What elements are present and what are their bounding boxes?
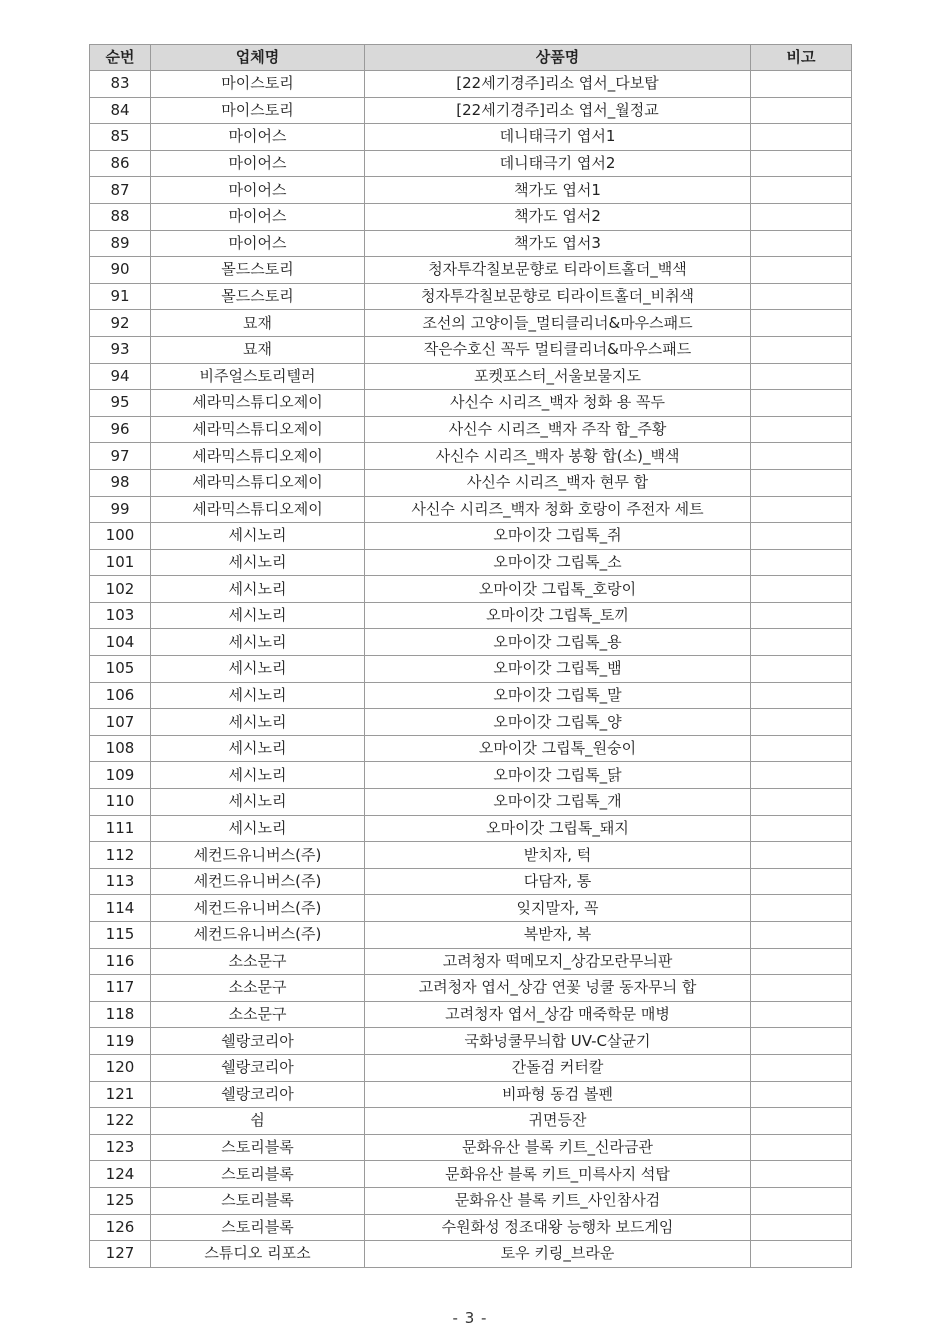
table-row xyxy=(90,150,852,177)
table-header xyxy=(90,45,852,71)
company-name-cell: 세시노리 xyxy=(151,602,365,629)
note-cell xyxy=(751,709,852,736)
company-name-cell: 마이어스 xyxy=(151,177,365,204)
row-number-cell: 107 xyxy=(90,709,151,736)
row-number-cell: 106 xyxy=(90,682,151,709)
company-name-cell: 세시노리 xyxy=(151,656,365,683)
note-cell xyxy=(751,1108,852,1135)
row-number-cell: 119 xyxy=(90,1028,151,1055)
header-row xyxy=(90,45,852,71)
note-cell xyxy=(751,576,852,603)
company-name-cell: 마이어스 xyxy=(151,230,365,257)
company-name-cell: 세라믹스튜디오제이 xyxy=(151,390,365,417)
note-cell xyxy=(751,975,852,1002)
product-name-cell: 받치자, 턱 xyxy=(365,842,751,869)
row-number-cell: 121 xyxy=(90,1081,151,1108)
table-row xyxy=(90,1214,852,1241)
row-number-cell: 109 xyxy=(90,762,151,789)
note-cell xyxy=(751,1214,852,1241)
table-row xyxy=(90,576,852,603)
product-name-cell: 고려청자 엽서_상감 매죽학문 매병 xyxy=(365,1001,751,1028)
company-name-cell: 세시노리 xyxy=(151,815,365,842)
note-cell xyxy=(751,310,852,337)
note-cell xyxy=(751,842,852,869)
product-name-cell: 고려청자 떡메모지_상감모란무늬판 xyxy=(365,948,751,975)
product-name-cell: 잊지말자, 꼭 xyxy=(365,895,751,922)
row-number-cell: 83 xyxy=(90,71,151,98)
company-name-cell: 세시노리 xyxy=(151,523,365,550)
row-number-cell: 100 xyxy=(90,523,151,550)
note-cell xyxy=(751,1001,852,1028)
company-name-cell: 스토리블록 xyxy=(151,1161,365,1188)
row-number-cell: 118 xyxy=(90,1001,151,1028)
note-cell xyxy=(751,549,852,576)
note-cell xyxy=(751,1187,852,1214)
row-number-cell: 114 xyxy=(90,895,151,922)
product-name-cell: 작은수호신 꼭두 멀티클리너&마우스패드 xyxy=(365,336,751,363)
company-name-cell: 마이스토리 xyxy=(151,97,365,124)
note-cell xyxy=(751,1161,852,1188)
row-number-cell: 93 xyxy=(90,336,151,363)
table-row xyxy=(90,1241,852,1268)
company-name-cell: 묘재 xyxy=(151,336,365,363)
note-cell xyxy=(751,762,852,789)
row-number-cell: 113 xyxy=(90,868,151,895)
note-cell xyxy=(751,789,852,816)
product-table xyxy=(89,44,852,1268)
note-cell xyxy=(751,895,852,922)
company-name-cell: 마이어스 xyxy=(151,203,365,230)
table-row xyxy=(90,1028,852,1055)
table-row xyxy=(90,390,852,417)
row-number-cell: 87 xyxy=(90,177,151,204)
product-name-cell: 귀면등잔 xyxy=(365,1108,751,1135)
company-name-cell: 묘재 xyxy=(151,310,365,337)
table-row xyxy=(90,895,852,922)
table-row xyxy=(90,496,852,523)
row-number-cell: 116 xyxy=(90,948,151,975)
company-name-cell: 마이어스 xyxy=(151,124,365,151)
product-name-cell: 청자투각칠보문향로 티라이트홀더_비취색 xyxy=(365,283,751,310)
row-number-cell: 84 xyxy=(90,97,151,124)
note-cell xyxy=(751,443,852,470)
note-cell xyxy=(751,1028,852,1055)
company-name-cell: 세시노리 xyxy=(151,576,365,603)
product-name-cell: [22세기경주]리소 엽서_월정교 xyxy=(365,97,751,124)
note-cell xyxy=(751,71,852,98)
product-name-cell: 문화유산 블록 키트_미륵사지 석탑 xyxy=(365,1161,751,1188)
note-cell xyxy=(751,177,852,204)
table-row xyxy=(90,1054,852,1081)
product-name-cell: 오마이갓 그립톡_토끼 xyxy=(365,602,751,629)
product-name-cell: 토우 키링_브라운 xyxy=(365,1241,751,1268)
table-row xyxy=(90,868,852,895)
table-row xyxy=(90,443,852,470)
company-name-cell: 세시노리 xyxy=(151,709,365,736)
product-name-cell: 비파형 동검 볼펜 xyxy=(365,1081,751,1108)
company-name-cell: 세라믹스튜디오제이 xyxy=(151,496,365,523)
company-name-cell: 세컨드유니버스(주) xyxy=(151,922,365,949)
product-name-cell: 오마이갓 그립톡_용 xyxy=(365,629,751,656)
page-number: - 3 - xyxy=(452,1309,488,1327)
row-number-cell: 127 xyxy=(90,1241,151,1268)
company-name-cell: 소소문구 xyxy=(151,975,365,1002)
table-row xyxy=(90,1081,852,1108)
header-note: 비고 xyxy=(751,45,852,71)
note-cell xyxy=(751,203,852,230)
company-name-cell: 세라믹스튜디오제이 xyxy=(151,469,365,496)
row-number-cell: 105 xyxy=(90,656,151,683)
product-name-cell: 오마이갓 그립톡_뱀 xyxy=(365,656,751,683)
table-row xyxy=(90,230,852,257)
company-name-cell: 쉘랑코리아 xyxy=(151,1081,365,1108)
note-cell xyxy=(751,230,852,257)
table-row xyxy=(90,257,852,284)
note-cell xyxy=(751,523,852,550)
product-name-cell: 문화유산 블록 키트_사인참사검 xyxy=(365,1187,751,1214)
table-body xyxy=(90,71,852,1268)
company-name-cell: 세시노리 xyxy=(151,789,365,816)
product-name-cell: 사신수 시리즈_백자 청화 호랑이 주전자 세트 xyxy=(365,496,751,523)
table-row xyxy=(90,203,852,230)
company-name-cell: 세시노리 xyxy=(151,762,365,789)
row-number-cell: 97 xyxy=(90,443,151,470)
row-number-cell: 120 xyxy=(90,1054,151,1081)
row-number-cell: 91 xyxy=(90,283,151,310)
table-row xyxy=(90,177,852,204)
note-cell xyxy=(751,656,852,683)
header-number: 순번 xyxy=(90,45,151,71)
row-number-cell: 92 xyxy=(90,310,151,337)
row-number-cell: 102 xyxy=(90,576,151,603)
note-cell xyxy=(751,257,852,284)
table-row xyxy=(90,1001,852,1028)
product-name-cell: 오마이갓 그립톡_쥐 xyxy=(365,523,751,550)
row-number-cell: 89 xyxy=(90,230,151,257)
table-row xyxy=(90,975,852,1002)
table-row xyxy=(90,469,852,496)
table-row xyxy=(90,1161,852,1188)
table-row xyxy=(90,629,852,656)
note-cell xyxy=(751,948,852,975)
header-company: 업체명 xyxy=(151,45,365,71)
company-name-cell: 마이스토리 xyxy=(151,71,365,98)
row-number-cell: 123 xyxy=(90,1134,151,1161)
note-cell xyxy=(751,629,852,656)
table-row xyxy=(90,789,852,816)
row-number-cell: 96 xyxy=(90,416,151,443)
company-name-cell: 마이어스 xyxy=(151,150,365,177)
row-number-cell: 122 xyxy=(90,1108,151,1135)
note-cell xyxy=(751,682,852,709)
row-number-cell: 112 xyxy=(90,842,151,869)
table-row xyxy=(90,762,852,789)
product-name-cell: 오마이갓 그립톡_소 xyxy=(365,549,751,576)
product-name-cell: 오마이갓 그립톡_말 xyxy=(365,682,751,709)
note-cell xyxy=(751,1134,852,1161)
company-name-cell: 소소문구 xyxy=(151,948,365,975)
table-row xyxy=(90,948,852,975)
product-name-cell: 오마이갓 그립톡_돼지 xyxy=(365,815,751,842)
note-cell xyxy=(751,283,852,310)
note-cell xyxy=(751,868,852,895)
row-number-cell: 104 xyxy=(90,629,151,656)
product-name-cell: 책가도 엽서2 xyxy=(365,203,751,230)
company-name-cell: 쉼 xyxy=(151,1108,365,1135)
company-name-cell: 쉘랑코리아 xyxy=(151,1054,365,1081)
table-row xyxy=(90,842,852,869)
product-name-cell: 수원화성 정조대왕 능행차 보드게임 xyxy=(365,1214,751,1241)
row-number-cell: 101 xyxy=(90,549,151,576)
table-row xyxy=(90,709,852,736)
row-number-cell: 125 xyxy=(90,1187,151,1214)
product-name-cell: 책가도 엽서3 xyxy=(365,230,751,257)
note-cell xyxy=(751,416,852,443)
note-cell xyxy=(751,124,852,151)
product-name-cell: 간돌검 커터칼 xyxy=(365,1054,751,1081)
product-name-cell: 사신수 시리즈_백자 봉황 합(소)_백색 xyxy=(365,443,751,470)
note-cell xyxy=(751,97,852,124)
row-number-cell: 103 xyxy=(90,602,151,629)
row-number-cell: 99 xyxy=(90,496,151,523)
product-name-cell: 사신수 시리즈_백자 청화 용 꼭두 xyxy=(365,390,751,417)
row-number-cell: 117 xyxy=(90,975,151,1002)
company-name-cell: 쉘랑코리아 xyxy=(151,1028,365,1055)
product-name-cell: 데니태극기 엽서1 xyxy=(365,124,751,151)
row-number-cell: 124 xyxy=(90,1161,151,1188)
company-name-cell: 세라믹스튜디오제이 xyxy=(151,416,365,443)
product-name-cell: 데니태극기 엽서2 xyxy=(365,150,751,177)
company-name-cell: 스튜디오 리포소 xyxy=(151,1241,365,1268)
row-number-cell: 85 xyxy=(90,124,151,151)
product-name-cell: 다담자, 통 xyxy=(365,868,751,895)
row-number-cell: 111 xyxy=(90,815,151,842)
company-name-cell: 세시노리 xyxy=(151,735,365,762)
row-number-cell: 94 xyxy=(90,363,151,390)
table-row xyxy=(90,735,852,762)
table-row xyxy=(90,97,852,124)
company-name-cell: 비주얼스토리텔러 xyxy=(151,363,365,390)
note-cell xyxy=(751,1241,852,1268)
note-cell xyxy=(751,735,852,762)
note-cell xyxy=(751,815,852,842)
product-name-cell: [22세기경주]리소 엽서_다보탑 xyxy=(365,71,751,98)
table-row xyxy=(90,1108,852,1135)
note-cell xyxy=(751,1054,852,1081)
table-row xyxy=(90,1187,852,1214)
table-row xyxy=(90,363,852,390)
product-name-cell: 오마이갓 그립톡_개 xyxy=(365,789,751,816)
table-row xyxy=(90,336,852,363)
table-row xyxy=(90,310,852,337)
row-number-cell: 88 xyxy=(90,203,151,230)
product-name-cell: 책가도 엽서1 xyxy=(365,177,751,204)
note-cell xyxy=(751,496,852,523)
company-name-cell: 세시노리 xyxy=(151,629,365,656)
note-cell xyxy=(751,1081,852,1108)
table-row xyxy=(90,283,852,310)
company-name-cell: 스토리블록 xyxy=(151,1134,365,1161)
company-name-cell: 세컨드유니버스(주) xyxy=(151,895,365,922)
note-cell xyxy=(751,336,852,363)
product-name-cell: 문화유산 블록 키트_신라금관 xyxy=(365,1134,751,1161)
table-row xyxy=(90,71,852,98)
row-number-cell: 98 xyxy=(90,469,151,496)
table-row xyxy=(90,815,852,842)
company-name-cell: 세시노리 xyxy=(151,549,365,576)
row-number-cell: 86 xyxy=(90,150,151,177)
company-name-cell: 세라믹스튜디오제이 xyxy=(151,443,365,470)
table-row xyxy=(90,922,852,949)
product-name-cell: 복받자, 복 xyxy=(365,922,751,949)
product-name-cell: 청자투각칠보문향로 티라이트홀더_백색 xyxy=(365,257,751,284)
product-name-cell: 국화넝쿨무늬합 UV-C살균기 xyxy=(365,1028,751,1055)
product-name-cell: 오마이갓 그립톡_호랑이 xyxy=(365,576,751,603)
note-cell xyxy=(751,150,852,177)
table-row xyxy=(90,656,852,683)
company-name-cell: 소소문구 xyxy=(151,1001,365,1028)
note-cell xyxy=(751,922,852,949)
note-cell xyxy=(751,390,852,417)
row-number-cell: 108 xyxy=(90,735,151,762)
table-row xyxy=(90,416,852,443)
table-row xyxy=(90,124,852,151)
product-name-cell: 고려청자 엽서_상감 연꽃 넝쿨 동자무늬 합 xyxy=(365,975,751,1002)
note-cell xyxy=(751,363,852,390)
company-name-cell: 몰드스토리 xyxy=(151,257,365,284)
table-row xyxy=(90,523,852,550)
table-row xyxy=(90,1134,852,1161)
product-name-cell: 사신수 시리즈_백자 주작 합_주황 xyxy=(365,416,751,443)
product-name-cell: 오마이갓 그립톡_닭 xyxy=(365,762,751,789)
row-number-cell: 110 xyxy=(90,789,151,816)
company-name-cell: 세시노리 xyxy=(151,682,365,709)
product-name-cell: 포켓포스터_서울보물지도 xyxy=(365,363,751,390)
table-row xyxy=(90,549,852,576)
company-name-cell: 세컨드유니버스(주) xyxy=(151,842,365,869)
row-number-cell: 90 xyxy=(90,257,151,284)
table-row xyxy=(90,682,852,709)
company-name-cell: 스토리블록 xyxy=(151,1214,365,1241)
row-number-cell: 115 xyxy=(90,922,151,949)
company-name-cell: 몰드스토리 xyxy=(151,283,365,310)
company-name-cell: 세컨드유니버스(주) xyxy=(151,868,365,895)
header-product: 상품명 xyxy=(365,45,751,71)
row-number-cell: 126 xyxy=(90,1214,151,1241)
product-name-cell: 오마이갓 그립톡_양 xyxy=(365,709,751,736)
note-cell xyxy=(751,602,852,629)
company-name-cell: 스토리블록 xyxy=(151,1187,365,1214)
product-name-cell: 조선의 고양이들_멀티클리너&마우스패드 xyxy=(365,310,751,337)
note-cell xyxy=(751,469,852,496)
table-row xyxy=(90,602,852,629)
product-name-cell: 사신수 시리즈_백자 현무 합 xyxy=(365,469,751,496)
product-name-cell: 오마이갓 그립톡_원숭이 xyxy=(365,735,751,762)
row-number-cell: 95 xyxy=(90,390,151,417)
